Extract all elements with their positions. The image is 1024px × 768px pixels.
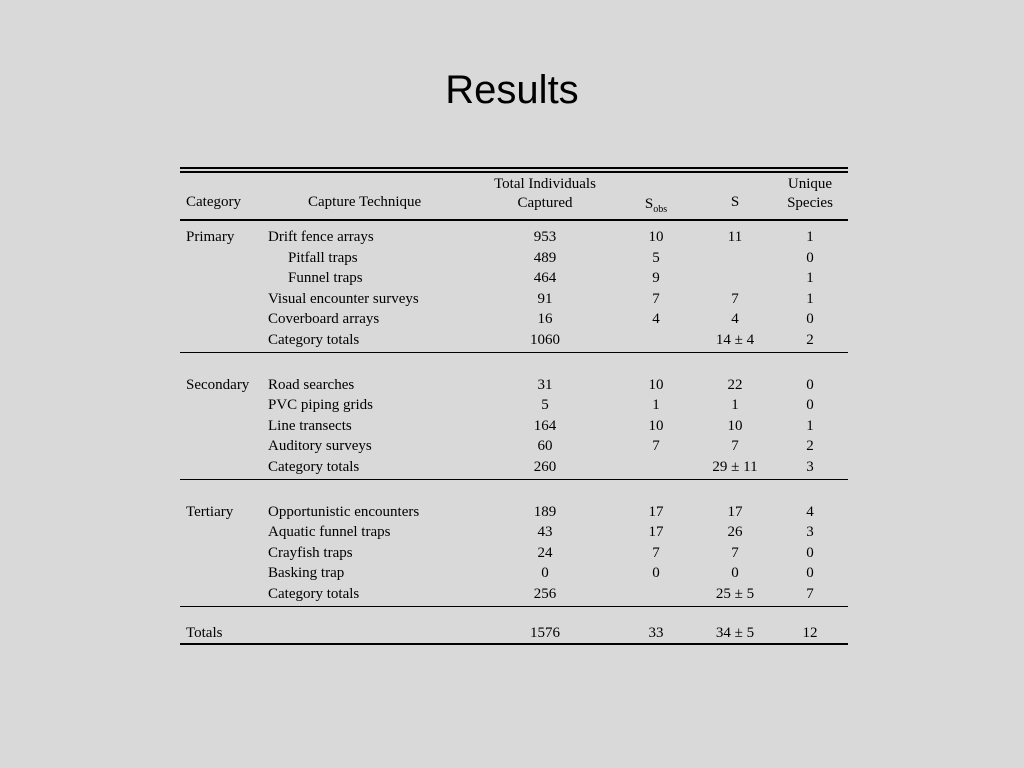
- technique-cell: Drift fence arrays: [268, 229, 374, 245]
- header-technique: Capture Technique: [308, 194, 422, 210]
- table-row: Auditory surveys 60 7 7 2: [180, 436, 848, 457]
- table-header: Category Capture Technique Total Individuals Captured $S_{obs}$ S Unique Species: [186, 176, 833, 215]
- table-row: Primary Drift fence arrays 953 10 11 1: [180, 227, 848, 248]
- category-label: Secondary: [186, 376, 250, 393]
- table-row: Pitfall traps 489 5 0: [180, 248, 848, 269]
- category-label: Tertiary: [186, 503, 234, 520]
- table-body: [180, 221, 848, 645]
- technique-cell: Category totals: [268, 331, 360, 348]
- technique-cell: Auditory surveys: [268, 438, 372, 455]
- table-row: Visual encounter surveys 91 7 7 1: [180, 289, 848, 310]
- table-row: Secondary Road searches 31 10 22 0: [180, 375, 848, 396]
- technique-cell: Funnel traps: [288, 270, 363, 287]
- technique-cell: Aquatic funnel traps: [268, 524, 391, 541]
- table-row: Funnel traps 464 9 1: [180, 268, 848, 289]
- bottom-rule: [180, 643, 848, 645]
- table-row: Line transects 164 10 10 1: [180, 416, 848, 437]
- technique-cell: Category totals: [268, 585, 360, 602]
- category-label: Primary: [186, 229, 235, 245]
- header-category: Category: [186, 194, 241, 210]
- technique-cell: Basking trap: [268, 565, 345, 582]
- technique-cell: Coverboard arrays: [268, 311, 380, 328]
- totals-label: Totals: [186, 624, 223, 641]
- table-row: Category totals 1060 14 ± 4 2: [180, 330, 848, 351]
- table-row: Tertiary Opportunistic encounters 189 17 17 4: [180, 502, 848, 523]
- table-row: Crayfish traps 24 7 7 0: [180, 543, 848, 564]
- technique-cell: PVC piping grids: [268, 397, 374, 414]
- technique-cell: Pitfall traps: [288, 249, 358, 266]
- table-row: Basking trap 0 0 0 0: [180, 563, 848, 584]
- technique-cell: Category totals: [268, 458, 360, 475]
- results-table: [180, 167, 848, 645]
- slide-title: Results: [445, 68, 579, 112]
- technique-cell: Crayfish traps: [268, 544, 353, 561]
- technique-cell: Visual encounter surveys: [268, 290, 419, 307]
- table-row: Category totals 260 29 ± 11 3: [180, 457, 848, 478]
- technique-cell: Road searches: [268, 376, 355, 393]
- totals-row: Totals 1576 33 34 ± 5 12: [180, 623, 848, 644]
- table-row: Aquatic funnel traps 43 17 26 3: [180, 522, 848, 543]
- table-row: PVC piping grids 5 1 1 0: [180, 395, 848, 416]
- technique-cell: Line transects: [268, 417, 352, 434]
- table-row: Coverboard arrays 16 4 4 0: [180, 309, 848, 330]
- technique-cell: Opportunistic encounters: [268, 503, 420, 520]
- table-row: Category totals 256 25 ± 5 7: [180, 584, 848, 605]
